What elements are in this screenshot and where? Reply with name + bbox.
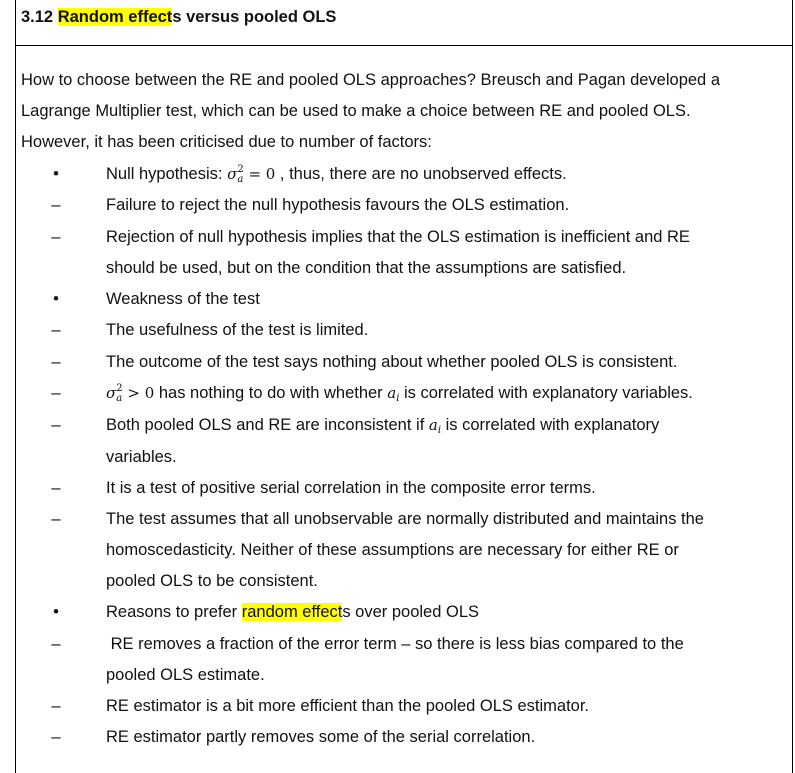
item-text: Failure to reject the null hypothesis favours the OLS estimation. [106,196,570,214]
item-continuation: pooled OLS to be consistent. [106,572,318,590]
dash-marker: – [51,510,61,528]
item-text: The test assumes that all unobservable are normally distributed and maintains the [106,510,704,528]
bullet-marker: • [53,165,59,183]
dash-marker: – [51,479,61,497]
sigma-symbol: σ [106,384,117,402]
heading-highlight: Random effect [57,8,173,26]
dash-marker: – [51,321,61,339]
a-symbol: a [387,384,397,402]
heading-rest: s versus pooled OLS [172,8,337,26]
list-item-sigma-positive [0,378,795,409]
item-text: Null hypothesis: [106,165,228,183]
item-text: It is a test of positive serial correlation in the composite error terms. [106,479,596,497]
item-text: RE estimator partly removes some of the serial correlation. [106,728,536,746]
a-symbol: a [428,416,438,434]
dash-marker: – [51,416,61,434]
equation: = 0 [243,165,276,183]
list-item-outcome [0,347,795,378]
bullet-marker: • [53,290,59,308]
item-continuation: variables. [106,448,177,466]
subscript: a [237,173,244,185]
section-heading [21,8,336,27]
list-item-failure [0,190,795,221]
item-continuation: homoscedasticity. Neither of these assumptions are necessary for either RE or [106,541,679,559]
item-text-after: is correlated with explanatory [441,416,660,434]
dash-marker: – [51,384,61,402]
intro-line-1: How to choose between the RE and pooled OLS approaches? Breusch and Pagan developed a [21,71,720,89]
item-text-after: , thus, there are no unobserved effects. [275,165,567,183]
item-continuation: pooled OLS estimate. [106,666,265,684]
list-item-serial [0,473,795,504]
sigma-symbol: σ [227,165,238,183]
a-subscript: i [437,425,442,436]
superscript: 2 [237,163,244,175]
item-text: RE estimator is a bit more efficient than the pooled OLS estimator. [106,697,590,715]
list-item-partly [0,722,795,753]
superscript: 2 [116,382,123,394]
item-text: The outcome of the test says nothing about whether pooled OLS is consistent. [106,353,678,371]
dash-marker: – [51,228,61,246]
intro-line-3: However, it has been criticised due to number of factors: [21,133,432,151]
item-text: RE removes a fraction of the error term – so there is less bias compared to the [106,635,684,653]
list-item-usefulness [0,315,795,346]
item-text: Rejection of null hypothesis implies that the OLS estimation is inefficient and RE [106,228,690,246]
list-item-both-inconsistent [0,410,795,441]
list-item-rejection [0,222,795,253]
intro-line-2: Lagrange Multiplier test, which can be used to make a choice between RE and pooled OLS. [21,102,691,120]
item-text-after: s over pooled OLS [342,603,480,621]
subscript: a [116,392,123,404]
item-text: has nothing to do with whether [154,384,388,402]
dash-marker: – [51,697,61,715]
highlighted-text: random effect [241,603,343,621]
list-item-efficient [0,691,795,722]
item-text: Both pooled OLS and RE are inconsistent if [106,416,429,434]
item-text: The usefulness of the test is limited. [106,321,369,339]
dash-marker: – [51,635,61,653]
list-item-reasons [0,597,795,628]
list-item-assumes [0,504,795,535]
item-text: Reasons to prefer [106,603,242,621]
dash-marker: – [51,196,61,214]
bullet-marker: • [53,603,59,621]
dash-marker: – [51,728,61,746]
heading-divider [15,45,793,46]
list-item-fraction [0,629,795,660]
item-text: Weakness of the test [106,290,260,308]
item-text-after: is correlated with explanatory variables. [399,384,693,402]
a-subscript: i [396,393,400,404]
dash-marker: – [51,353,61,371]
inequality: > 0 [122,384,155,402]
heading-number: 3.12 [21,8,58,26]
list-item-weakness [0,284,795,315]
item-continuation: should be used, but on the condition that the assumptions are satisfied. [106,259,627,277]
list-item-null-hypothesis [0,159,795,190]
